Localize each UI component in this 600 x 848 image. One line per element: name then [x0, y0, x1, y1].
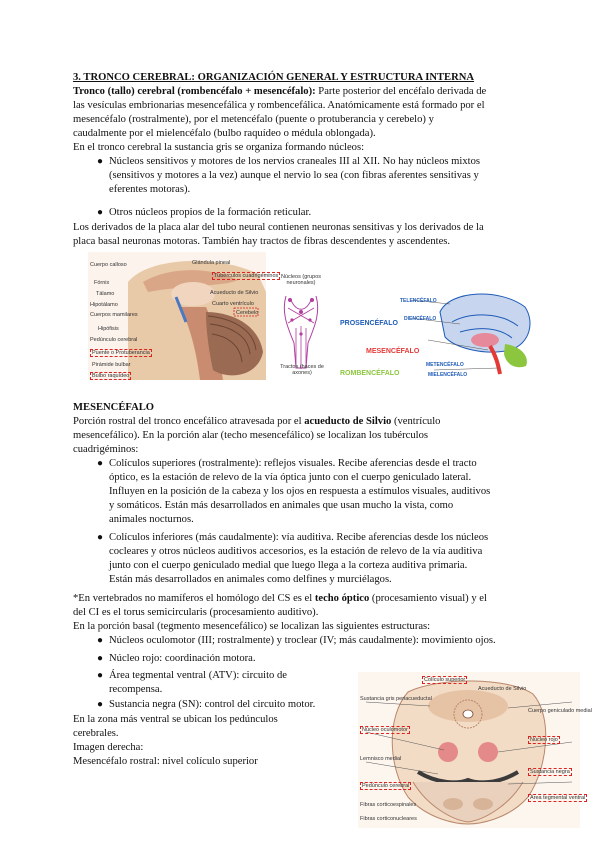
- fig4-label: Pedúnculo cerebral: [362, 783, 410, 789]
- fig1-label: Cuarto ventrículo: [212, 301, 254, 307]
- ventral-line1: En la zona más ventral se ubican los pedúnculos: [73, 714, 278, 725]
- fig1-label: Bulbo raquídeo: [92, 373, 130, 379]
- nonmammal-bold: techo óptico: [314, 593, 370, 604]
- fig1-label: Fórnix: [94, 280, 110, 286]
- struct-3-line2: recompensa.: [109, 684, 163, 695]
- fig1-label: Puente o Protuberancia: [92, 350, 150, 356]
- bullet-dot: ●: [97, 653, 104, 664]
- sagittal-brainstem-figure: [88, 252, 279, 380]
- intro-line-2: las vesículas embrionarias mesencefálica y rombencefálica. Anatómicamente está formado por el: [73, 100, 485, 111]
- cs-line1: Colículos superiores (rostralmente): reflejos visuales. Recibe aferencias desde el tracto: [109, 458, 477, 469]
- fig1-label: Pirámide bulbar: [92, 362, 131, 368]
- fig1-label: Cuerpo calloso: [90, 262, 127, 268]
- fig2-label-bottom: Tractos (haces de axones): [280, 364, 324, 376]
- intro-line-1: [73, 85, 486, 99]
- cs-line5: animales nocturnos.: [109, 514, 194, 525]
- rostral-level-line: Mesencéfalo rostral: nivel colículo superior: [73, 756, 258, 767]
- fig1-label: Hipófisis: [98, 326, 119, 332]
- section-title: 3. TRONCO CEREBRAL: ORGANIZACIÓN GENERAL Y ESTRUCTURA INTERNA: [73, 72, 475, 83]
- fig3-mielencefalo: MIELENCÉFALO: [428, 372, 468, 378]
- brain-divisions-figure: [340, 282, 538, 378]
- fig3-diencefalo: DIENCÉFALO: [404, 316, 437, 322]
- gray-matter-line: En el tronco cerebral la sustancia gris se organiza formando núcleos:: [73, 142, 365, 153]
- fig1-label: Tubérculos cuadrigéminos: [214, 273, 279, 279]
- struct-4: Sustancia negra (SN): control del circuito motor.: [109, 699, 316, 710]
- mes-p1-start: Porción rostral del tronco encefálico atravesada por el: [73, 416, 305, 427]
- fig2-label-top: Núcleos (grupos neuronales): [280, 274, 322, 286]
- nonmammal-start: *En vertebrados no mamíferos el homólogo del CS es el: [73, 593, 315, 604]
- mesencefalo-title: MESENCÉFALO: [73, 402, 155, 413]
- struct-2: Núcleo rojo: coordinación motora.: [109, 653, 256, 664]
- cs-line3: Influyen en la posición de la cabeza y los ojos en respuesta a estímulos visuales, auditivos: [109, 486, 491, 497]
- bullet1-line1: Núcleos sensitivos y motores de los nervios craneales III al XII. No hay núcleos mixtos: [109, 156, 480, 167]
- image-right-line: Imagen derecha:: [73, 742, 144, 753]
- ventral-line2: cerebrales.: [73, 728, 119, 739]
- plate-line-2: placa basal neuronas motoras. También hay tractos de fibras descendentes y ascendentes.: [73, 236, 451, 247]
- fig4-label: Acueducto de Silvio: [478, 686, 527, 692]
- bullet-dot: ●: [97, 699, 104, 710]
- fig4-label: Lemnisco medial: [360, 756, 402, 762]
- bullet1-line2: (sensitivos y motores a la vez) aunque el nervio lo sea (con fibras aferentes sensitivas y: [109, 170, 479, 181]
- cs-line2: óptico, es la estación de relevo de la vía óptica junto con el cuerpo geniculado lateral.: [109, 472, 472, 483]
- fig3-mesencefalo: MESENCÉFALO: [366, 348, 420, 355]
- bullet-dot: ●: [97, 532, 104, 543]
- bullet-dot: ●: [97, 670, 104, 681]
- intro-line-3: mesencéfalo (rostralmente), por el metencéfalo (puente o protuberancia y cerebelo) y: [73, 114, 434, 125]
- struct-3-line1: Área tegmental ventral (ATV): circuito de: [109, 670, 287, 681]
- ci-line3: junto con el cuerpo geniculado medial que luego llega a la corteza auditiva primaria.: [109, 560, 468, 571]
- fig4-label: Cuerpo geniculado medial: [528, 708, 592, 714]
- fig4-label: Colículo superior: [424, 677, 466, 683]
- fig1-label: Glándula pineal: [192, 260, 231, 266]
- struct-1: Núcleos oculomotor (III; rostralmente) y troclear (IV; más caudalmente): movimiento ojos.: [109, 635, 496, 646]
- mes-p1-bold: acueducto de Silvio: [304, 416, 392, 427]
- ci-line4: Están más desarrollados en animales como delfines y murciélagos.: [109, 574, 392, 585]
- bullet2-line1: Otros núcleos propios de la formación reticular.: [109, 207, 312, 218]
- fig3-rombencefalo: ROMBENCÉFALO: [340, 370, 400, 377]
- mes-p1-end: (ventrículo: [391, 416, 441, 427]
- bullet-dot: ●: [97, 207, 104, 218]
- fig1-label: Acueducto de Silvio: [210, 290, 259, 296]
- fig3-telencefalo: TELENCÉFALO: [400, 298, 437, 304]
- plate-line-1: Los derivados de la placa alar del tubo neural contienen neuronas sensitivas y los derivados de la: [73, 222, 484, 233]
- midbrain-section-figure: [358, 672, 592, 828]
- fig1-label: Hipotálamo: [90, 302, 118, 308]
- fig4-label: Fibras corticonucleares: [360, 816, 417, 822]
- fig4-label: Fibras corticoespinales: [360, 802, 417, 808]
- fig1-label: Pedúnculo cerebral: [90, 337, 138, 343]
- nuclei-tracts-figure: [276, 268, 326, 380]
- bullet-dot: ●: [97, 458, 104, 469]
- intro-bold: Tronco (tallo) cerebral (rombencéfalo + mesencéfalo):: [73, 86, 316, 97]
- bullet1-line3: eferentes motoras).: [109, 184, 191, 195]
- ci-line1: Colículos inferiores (más caudalmente): vía auditiva. Recibe aferencias desde los núcleos: [109, 532, 489, 543]
- fig1-label: Tálamo: [96, 291, 115, 297]
- nonmammal-line2: del CI es el torus semicircularis (procesamiento auditivo).: [73, 607, 319, 618]
- fig4-label: Núcleo rojo: [530, 737, 558, 743]
- nonmammal-line1: [73, 592, 487, 606]
- fig4-label: Sustancia negra: [530, 769, 570, 775]
- bullet-dot: ●: [97, 156, 104, 167]
- fig1-label: Cerebelo: [236, 310, 259, 316]
- fig1-label: Cuerpos mamilares: [90, 312, 138, 318]
- mes-p1-line2: mesencefálico). En la porción alar (techo mesencefálico) se localizan los tubérculos: [73, 430, 429, 441]
- cs-line4: y somáticos. Están más desarrollados en animales que usan mucho la vista, como: [109, 500, 454, 511]
- basal-line: En la porción basal (tegmento mesencefálico) se localizan las siguientes estructuras:: [73, 621, 431, 632]
- fig4-label: Núcleo oculomotor: [362, 727, 408, 733]
- intro-line-4: caudalmente por el mielencéfalo (bulbo raquídeo o médula oblongada).: [73, 128, 376, 139]
- fig3-prosencefalo: PROSENCÉFALO: [340, 320, 398, 327]
- ci-line2: cocleares y otros núcleos auditivos accesorios, es la estación de relevo de la vía auditiva: [109, 546, 483, 557]
- bullet-dot: ●: [97, 635, 104, 646]
- intro-rest: Parte posterior del encéfalo derivada de: [315, 86, 487, 97]
- fig3-metencefalo: METENCÉFALO: [426, 362, 464, 368]
- nonmammal-end: (procesamiento visual) y el: [369, 593, 487, 604]
- fig4-label: Área tegmental ventral: [530, 795, 586, 801]
- fig4-label: Sustancia gris periacueductal: [360, 696, 432, 702]
- mes-p1-line1: [73, 415, 440, 429]
- mes-p1-line3: cuadrigéminos:: [73, 444, 139, 455]
